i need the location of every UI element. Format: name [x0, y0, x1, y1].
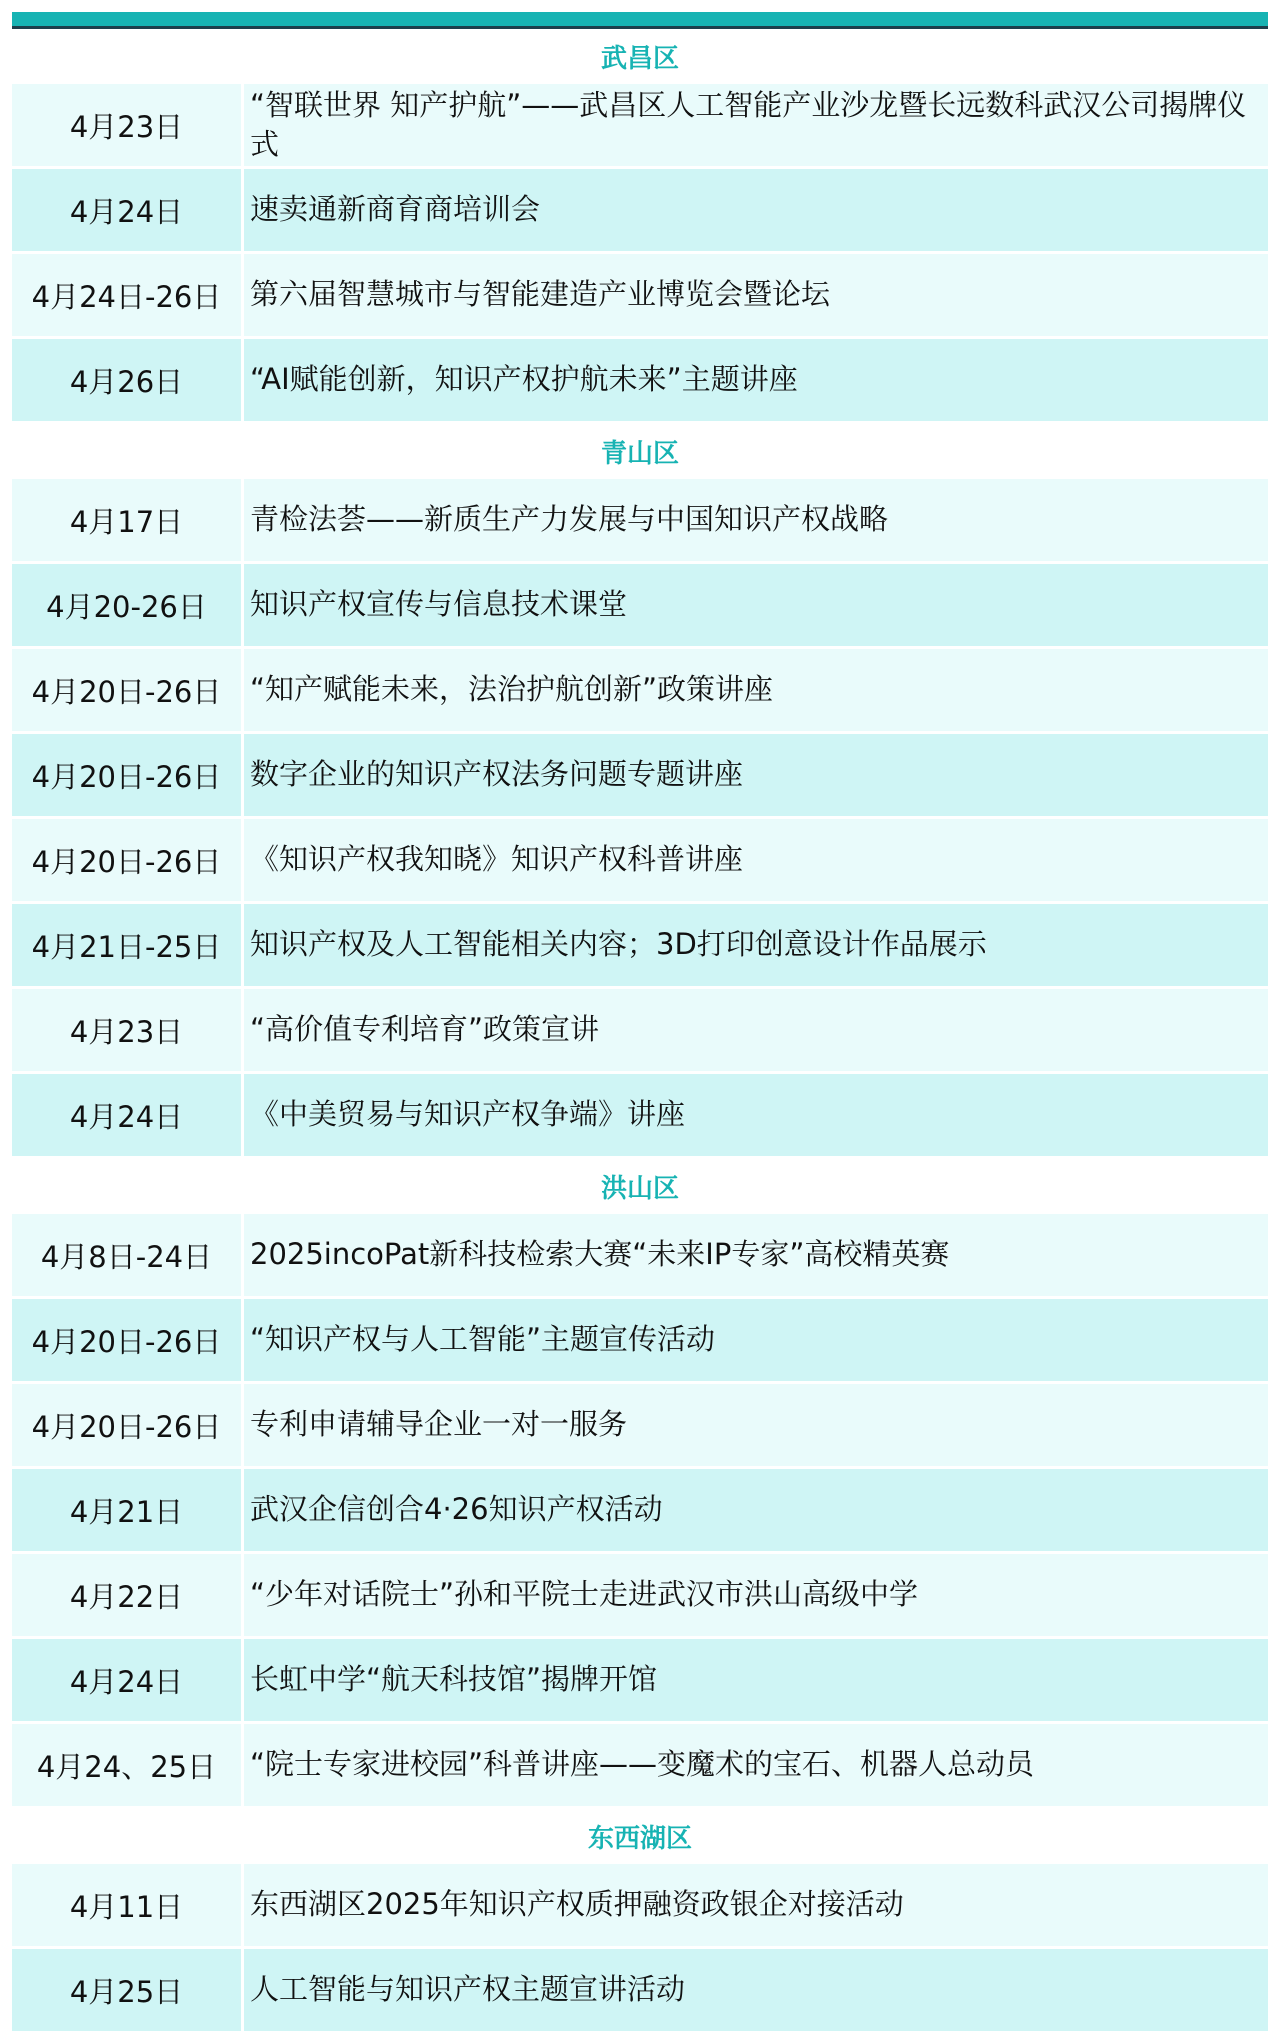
- event-title: 2025incoPat新科技检索大赛“未来IP专家”高校精英赛: [250, 1237, 950, 1272]
- table-row: [12, 479, 1268, 561]
- table-row: [12, 1724, 1268, 1806]
- event-title: 长虹中学“航天科技馆”揭牌开馆: [250, 1662, 658, 1697]
- table-row: [12, 339, 1268, 421]
- event-date: 4月20日-26日: [12, 1384, 244, 1466]
- event-date: 4月21日: [12, 1469, 244, 1551]
- table-row: [12, 564, 1268, 646]
- table-row: [12, 84, 1268, 166]
- event-date: 4月24日: [12, 1639, 244, 1721]
- event-date: 4月17日: [12, 479, 244, 561]
- event-title: “少年对话院士”孙和平院士走进武汉市洪山高级中学: [250, 1577, 919, 1612]
- event-date: 4月23日: [12, 989, 244, 1071]
- table-row: [12, 1864, 1268, 1946]
- event-date: 4月22日: [12, 1554, 244, 1636]
- event-title: “高价值专利培育”政策宣讲: [250, 1012, 600, 1047]
- table-row: [12, 1554, 1268, 1636]
- event-date: 4月21日-25日: [12, 904, 244, 986]
- event-title: 数字企业的知识产权法务问题专题讲座: [250, 757, 744, 792]
- event-title: “知产赋能未来，法治护航创新”政策讲座: [250, 672, 774, 707]
- district-header: 洪山区: [12, 1159, 1268, 1214]
- event-date: 4月24日: [12, 169, 244, 251]
- table-row: [12, 904, 1268, 986]
- event-date: 4月25日: [12, 1949, 244, 2031]
- event-title: 速卖通新商育商培训会: [250, 192, 541, 227]
- event-date: 4月20日-26日: [12, 819, 244, 901]
- district-header: 青山区: [12, 424, 1268, 479]
- event-title: 人工智能与知识产权主题宣讲活动: [250, 1972, 686, 2007]
- top-bar: [12, 12, 1268, 29]
- event-title: “院士专家进校园”科普讲座——变魔术的宝石、机器人总动员: [250, 1747, 1035, 1782]
- event-title: 专利申请辅导企业一对一服务: [250, 1407, 628, 1442]
- table-row: [12, 1469, 1268, 1551]
- table-row: [12, 1299, 1268, 1381]
- event-title: “智联世界 知产护航”——武昌区人工智能产业沙龙暨长远数科武汉公司揭牌仪式: [250, 87, 1247, 161]
- event-title: “知识产权与人工智能”主题宣传活动: [250, 1322, 716, 1357]
- event-date: 4月24、25日: [12, 1724, 244, 1806]
- event-title: 第六届智慧城市与智能建造产业博览会暨论坛: [250, 277, 831, 312]
- event-title: 《中美贸易与知识产权争端》讲座: [250, 1097, 686, 1132]
- table-row: [12, 1214, 1268, 1296]
- event-date: 4月23日: [12, 84, 244, 166]
- event-date: 4月8日-24日: [12, 1214, 244, 1296]
- table-row: [12, 989, 1268, 1071]
- event-title: 武汉企信创合4·26知识产权活动: [250, 1492, 663, 1527]
- district-header: 东西湖区: [12, 1809, 1268, 1864]
- event-date: 4月20日-26日: [12, 1299, 244, 1381]
- table-row: [12, 649, 1268, 731]
- district-header: 武昌区: [12, 29, 1268, 84]
- event-title: 《知识产权我知晓》知识产权科普讲座: [250, 842, 744, 877]
- table-row: [12, 1074, 1268, 1156]
- table-row: [12, 1949, 1268, 2031]
- event-title: 东西湖区2025年知识产权质押融资政银企对接活动: [250, 1887, 904, 1922]
- event-date: 4月11日: [12, 1864, 244, 1946]
- table-row: [12, 1639, 1268, 1721]
- event-title: “AI赋能创新，知识产权护航未来”主题讲座: [250, 362, 798, 397]
- table-row: [12, 1384, 1268, 1466]
- event-date: 4月26日: [12, 339, 244, 421]
- event-title: 知识产权宣传与信息技术课堂: [250, 587, 628, 622]
- table-row: [12, 819, 1268, 901]
- schedule-table: [12, 29, 1268, 2034]
- table-row: [12, 254, 1268, 336]
- table-row: [12, 169, 1268, 251]
- event-date: 4月20日-26日: [12, 734, 244, 816]
- event-date: 4月20-26日: [12, 564, 244, 646]
- event-title: 青检法荟——新质生产力发展与中国知识产权战略: [250, 502, 889, 537]
- table-row: [12, 734, 1268, 816]
- event-date: 4月24日-26日: [12, 254, 244, 336]
- event-title: 知识产权及人工智能相关内容；3D打印创意设计作品展示: [250, 927, 987, 962]
- event-date: 4月24日: [12, 1074, 244, 1156]
- event-date: 4月20日-26日: [12, 649, 244, 731]
